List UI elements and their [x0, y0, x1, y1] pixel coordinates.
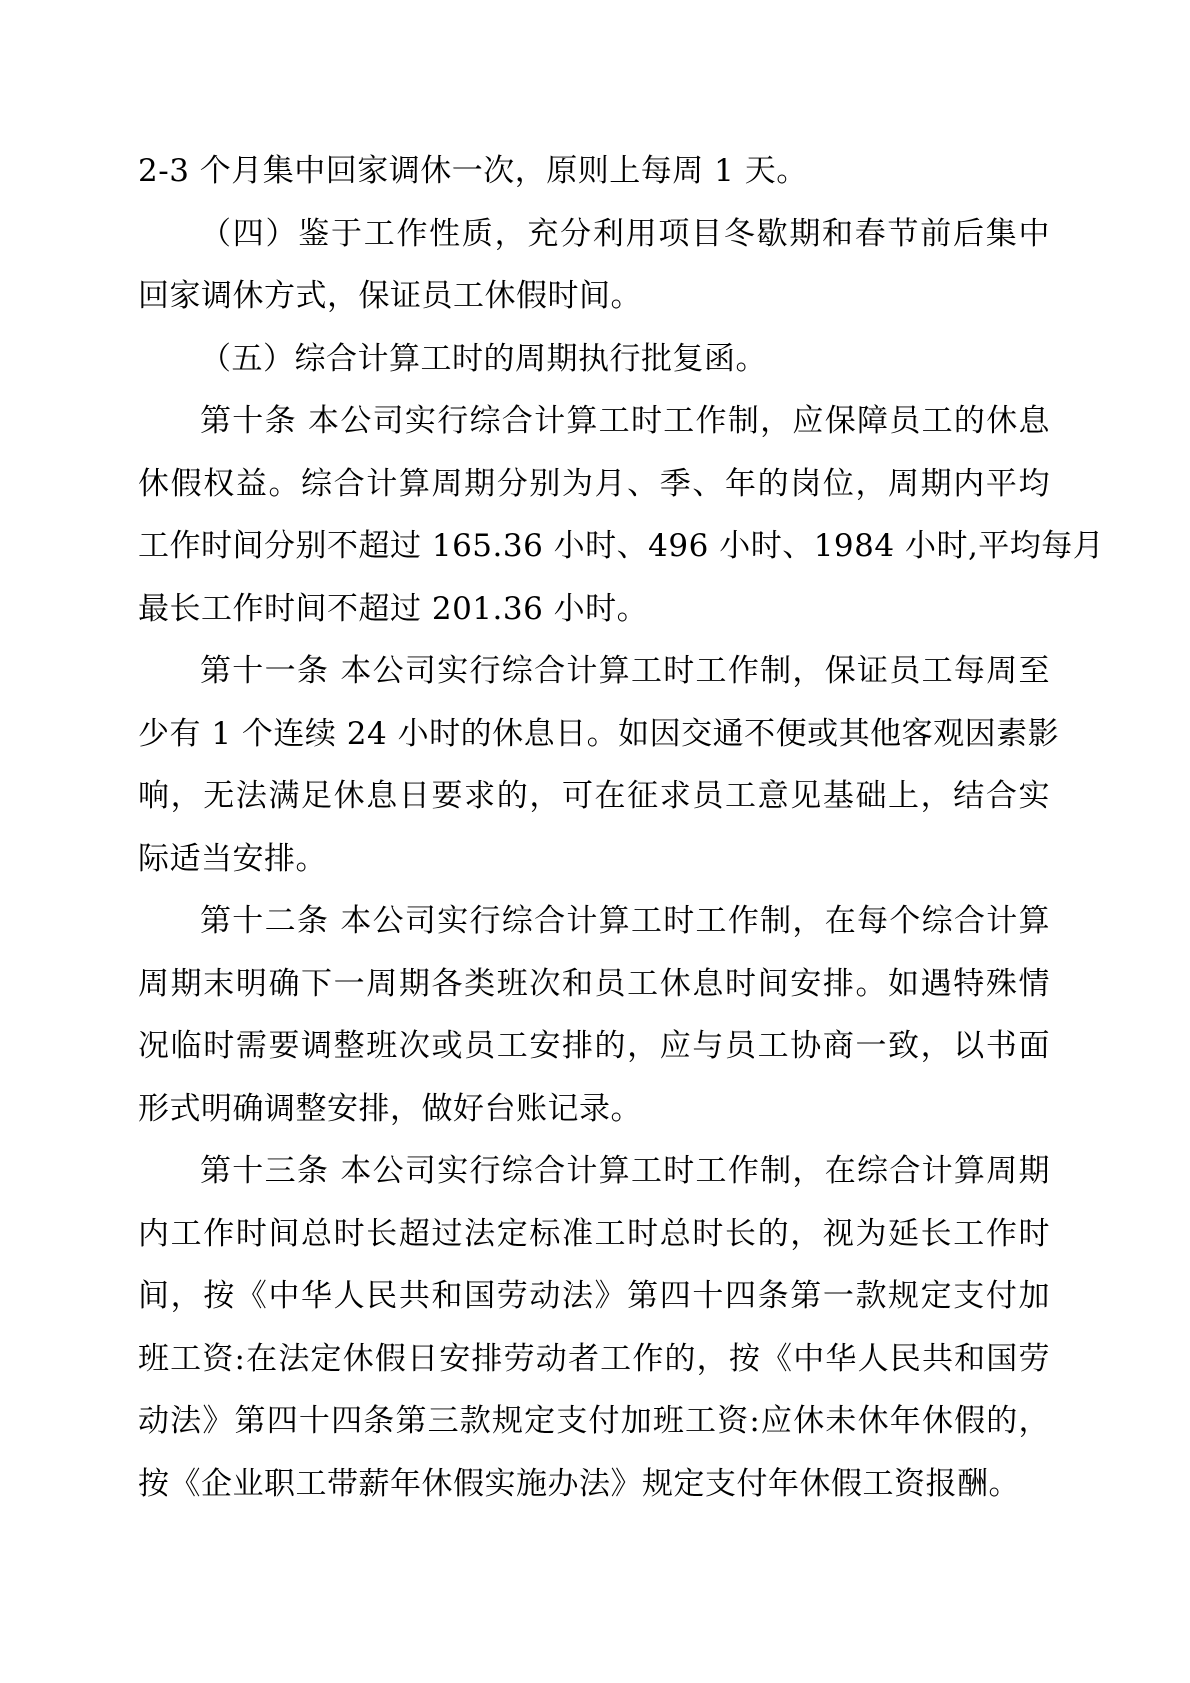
text-line: 形式明确调整安排，做好台账记录。 — [138, 1090, 642, 1127]
text-line: 少有 1 个连续 24 小时的休息日。如因交通不便或其他客观因素影 — [138, 715, 1060, 752]
text-line: 内工作时间总时长超过法定标准工时总时长的，视为延长工作时 — [138, 1215, 1050, 1252]
text-line: 际适当安排。 — [138, 840, 327, 877]
paragraph — [138, 640, 1060, 890]
text-line: 第十三条 本公司实行综合计算工时工作制，在综合计算周期 — [200, 1153, 1050, 1189]
paragraph — [138, 390, 1105, 640]
text-line: 间，按《中华人民共和国劳动法》第四十四条第一款规定支付加 — [138, 1278, 1050, 1314]
text-line: 第十一条 本公司实行综合计算工时工作制，保证员工每周至 — [200, 653, 1050, 689]
text-line: 响，无法满足休息日要求的，可在征求员工意见基础上，结合实 — [138, 778, 1050, 814]
text-line: 按《企业职工带薪年休假实施办法》规定支付年休假工资报酬。 — [138, 1465, 1020, 1502]
text-line: 休假权益。综合计算周期分别为月、季、年的岗位，周期内平均 — [138, 465, 1050, 502]
paragraph — [138, 890, 1050, 1140]
text-line: 第十条 本公司实行综合计算工时工作制，应保障员工的休息 — [200, 403, 1050, 439]
paragraph — [138, 1140, 1050, 1515]
text-line: 工作时间分别不超过 165.36 小时、496 小时、1984 小时,平均每月 — [138, 528, 1105, 564]
text-line: 2-3 个月集中回家调休一次，原则上每周 1 天。 — [138, 153, 808, 189]
text-line: 周期末明确下一周期各类班次和员工休息时间安排。如遇特殊情 — [138, 965, 1050, 1002]
paragraph — [138, 203, 1050, 328]
text-line: （五）综合计算工时的周期执行批复函。 — [200, 340, 767, 377]
text-line: 最长工作时间不超过 201.36 小时。 — [138, 590, 649, 627]
text-line: 动法》第四十四条第三款规定支付加班工资:应休未休年休假的， — [138, 1403, 1050, 1439]
text-line: 回家调休方式，保证员工休假时间。 — [138, 278, 642, 314]
text-line: （四）鉴于工作性质，充分利用项目冬歇期和春节前后集中 — [200, 215, 1050, 252]
document-body — [138, 140, 1105, 1515]
paragraph — [138, 140, 1050, 203]
paragraph — [138, 328, 1050, 391]
text-line: 班工资:在法定休假日安排劳动者工作的，按《中华人民共和国劳 — [138, 1340, 1050, 1377]
text-line: 第十二条 本公司实行综合计算工时工作制，在每个综合计算 — [200, 903, 1050, 939]
text-line: 况临时需要调整班次或员工安排的，应与员工协商一致，以书面 — [138, 1028, 1050, 1064]
